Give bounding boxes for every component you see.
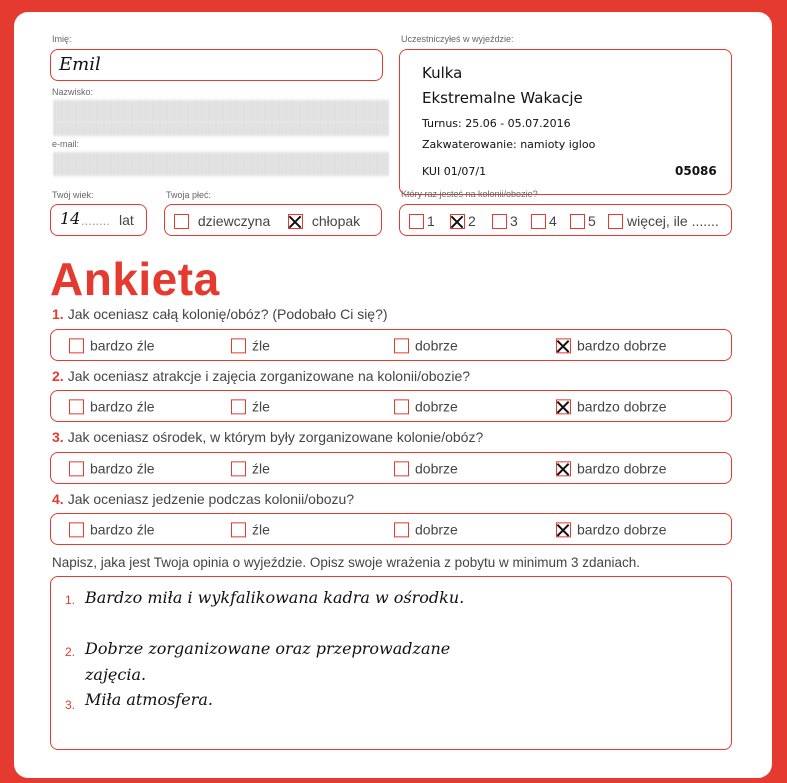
raz-wiecej-checkbox[interactable] [608, 214, 623, 229]
wiek-field[interactable]: 14 ........ lat [50, 204, 147, 236]
ktory-raz-field [399, 204, 732, 236]
raz-1-label: 1 [427, 213, 435, 230]
survey-form [14, 12, 772, 778]
q1-zle-checkbox[interactable] [231, 338, 246, 353]
ktory-raz-label: Który raz jesteś na kolonii/obozie? [401, 189, 538, 199]
raz-1-checkbox[interactable] [409, 214, 424, 229]
option-label: dobrze [415, 460, 458, 477]
option-label: bardzo dobrze [577, 460, 667, 477]
raz-4-checkbox[interactable] [531, 214, 546, 229]
q3-bardzo-dobrze-checkbox[interactable] [556, 461, 571, 476]
trip-info-box [399, 49, 732, 195]
raz-5-checkbox[interactable] [570, 214, 585, 229]
option-label: bardzo źle [90, 460, 155, 477]
raz-2-label: 2 [468, 213, 476, 230]
opinion-textarea[interactable] [50, 576, 732, 750]
option-label: bardzo dobrze [577, 521, 667, 538]
statement-number: 1. [65, 593, 76, 607]
email-label: e-mail: [52, 139, 80, 149]
q1-dobrze-checkbox[interactable] [394, 338, 409, 353]
chlopak-label: chłopak [311, 213, 361, 230]
q2-dobrze-checkbox[interactable] [394, 399, 409, 414]
question-4 [52, 491, 354, 507]
wiek-value: 14 [60, 209, 81, 228]
raz-2-checkbox[interactable] [450, 214, 465, 229]
statement-number: 2. [65, 645, 76, 659]
plec-label: Twoja płeć: [166, 190, 212, 200]
trip-code: KUI 01/07/1 [422, 165, 487, 178]
answer-row-4 [50, 513, 732, 545]
option-label: bardzo źle [90, 521, 155, 538]
option-label: źle [252, 521, 270, 538]
statement-text: zajęcia. [85, 665, 147, 684]
option-label: źle [252, 398, 270, 415]
question-text: Jak oceniasz ośrodek, w którym były zorganizowane kolonie/obóz? [67, 429, 484, 445]
trip-number: 05086 [675, 164, 717, 178]
trip-name-2: Ekstremalne Wakacje [422, 89, 583, 107]
q3-zle-checkbox[interactable] [231, 461, 246, 476]
option-label: dobrze [415, 398, 458, 415]
statement-number: 3. [65, 698, 76, 712]
option-label: źle [252, 460, 270, 477]
q4-bardzo-dobrze-checkbox[interactable] [556, 522, 571, 537]
statement-text: Bardzo miła i wykfalikowana kadra w ośrodku. [85, 588, 465, 607]
option-label: bardzo dobrze [577, 398, 667, 415]
statement-text: Dobrze zorganizowane oraz przeprowadzane [85, 639, 451, 658]
nazwisko-redacted [54, 100, 388, 122]
q1-bardzo-zle-checkbox[interactable] [69, 338, 84, 353]
q1-bardzo-dobrze-checkbox[interactable] [556, 338, 571, 353]
question-text: Jak oceniasz atrakcje i zajęcia zorganizowane na kolonii/obozie? [67, 368, 471, 384]
option-label: bardzo źle [90, 337, 155, 354]
option-label: bardzo źle [90, 398, 155, 415]
q3-dobrze-checkbox[interactable] [394, 461, 409, 476]
option-label: dobrze [415, 337, 458, 354]
opinion-prompt: Napisz, jaka jest Twoja opinia o wyjeździe. Opisz swoje wrażenia z pobytu w minimum 3 zdaniach. [52, 555, 641, 570]
q4-zle-checkbox[interactable] [231, 522, 246, 537]
q4-dobrze-checkbox[interactable] [394, 522, 409, 537]
question-3 [52, 429, 483, 445]
question-number: 2. [52, 368, 64, 384]
imie-value: Emil [59, 54, 101, 75]
question-1 [52, 306, 388, 322]
raz-4-label: 4 [549, 213, 557, 230]
q2-zle-checkbox[interactable] [231, 399, 246, 414]
nazwisko-label: Nazwisko: [52, 87, 94, 97]
nazwisko-redacted-2 [54, 122, 388, 136]
question-2 [52, 368, 470, 384]
answer-row-3 [50, 452, 732, 484]
trip-turnus: Turnus: 25.06 - 05.07.2016 [422, 117, 571, 130]
option-label: źle [252, 337, 270, 354]
raz-3-checkbox[interactable] [492, 214, 507, 229]
statement-text: Miła atmosfera. [85, 690, 213, 709]
q4-bardzo-zle-checkbox[interactable] [69, 522, 84, 537]
trip-name-1: Kulka [422, 64, 463, 82]
imie-label: Imię: [52, 34, 72, 44]
page-title: Ankieta [50, 253, 220, 305]
option-label: dobrze [415, 521, 458, 538]
uczestnik-label: Uczestniczyłeś w wyjeździe: [401, 34, 514, 44]
raz-wiecej-label: więcej, ile ....... [627, 213, 719, 230]
question-number: 4. [52, 491, 64, 507]
chlopak-checkbox[interactable] [288, 214, 303, 229]
q2-bardzo-dobrze-checkbox[interactable] [556, 399, 571, 414]
email-redacted [54, 152, 388, 176]
option-label: bardzo dobrze [577, 337, 667, 354]
raz-3-label: 3 [510, 213, 518, 230]
dziewczyna-label: dziewczyna [197, 213, 271, 230]
plec-field [164, 204, 382, 236]
q3-bardzo-zle-checkbox[interactable] [69, 461, 84, 476]
question-text: Jak oceniasz całą kolonię/obóz? (Podobało Ci się?) [67, 306, 388, 322]
question-number: 1. [52, 306, 64, 322]
question-text: Jak oceniasz jedzenie podczas kolonii/obozu? [67, 491, 355, 507]
q2-bardzo-zle-checkbox[interactable] [69, 399, 84, 414]
imie-field[interactable] [50, 49, 383, 81]
raz-5-label: 5 [588, 213, 596, 230]
question-number: 3. [52, 429, 64, 445]
wiek-label: Twój wiek: [52, 190, 94, 200]
dziewczyna-checkbox[interactable] [174, 214, 189, 229]
answer-row-1 [50, 329, 732, 361]
trip-zakwaterowanie: Zakwaterowanie: namioty igloo [422, 138, 596, 151]
wiek-suffix: lat [119, 212, 134, 228]
answer-row-2 [50, 390, 732, 422]
